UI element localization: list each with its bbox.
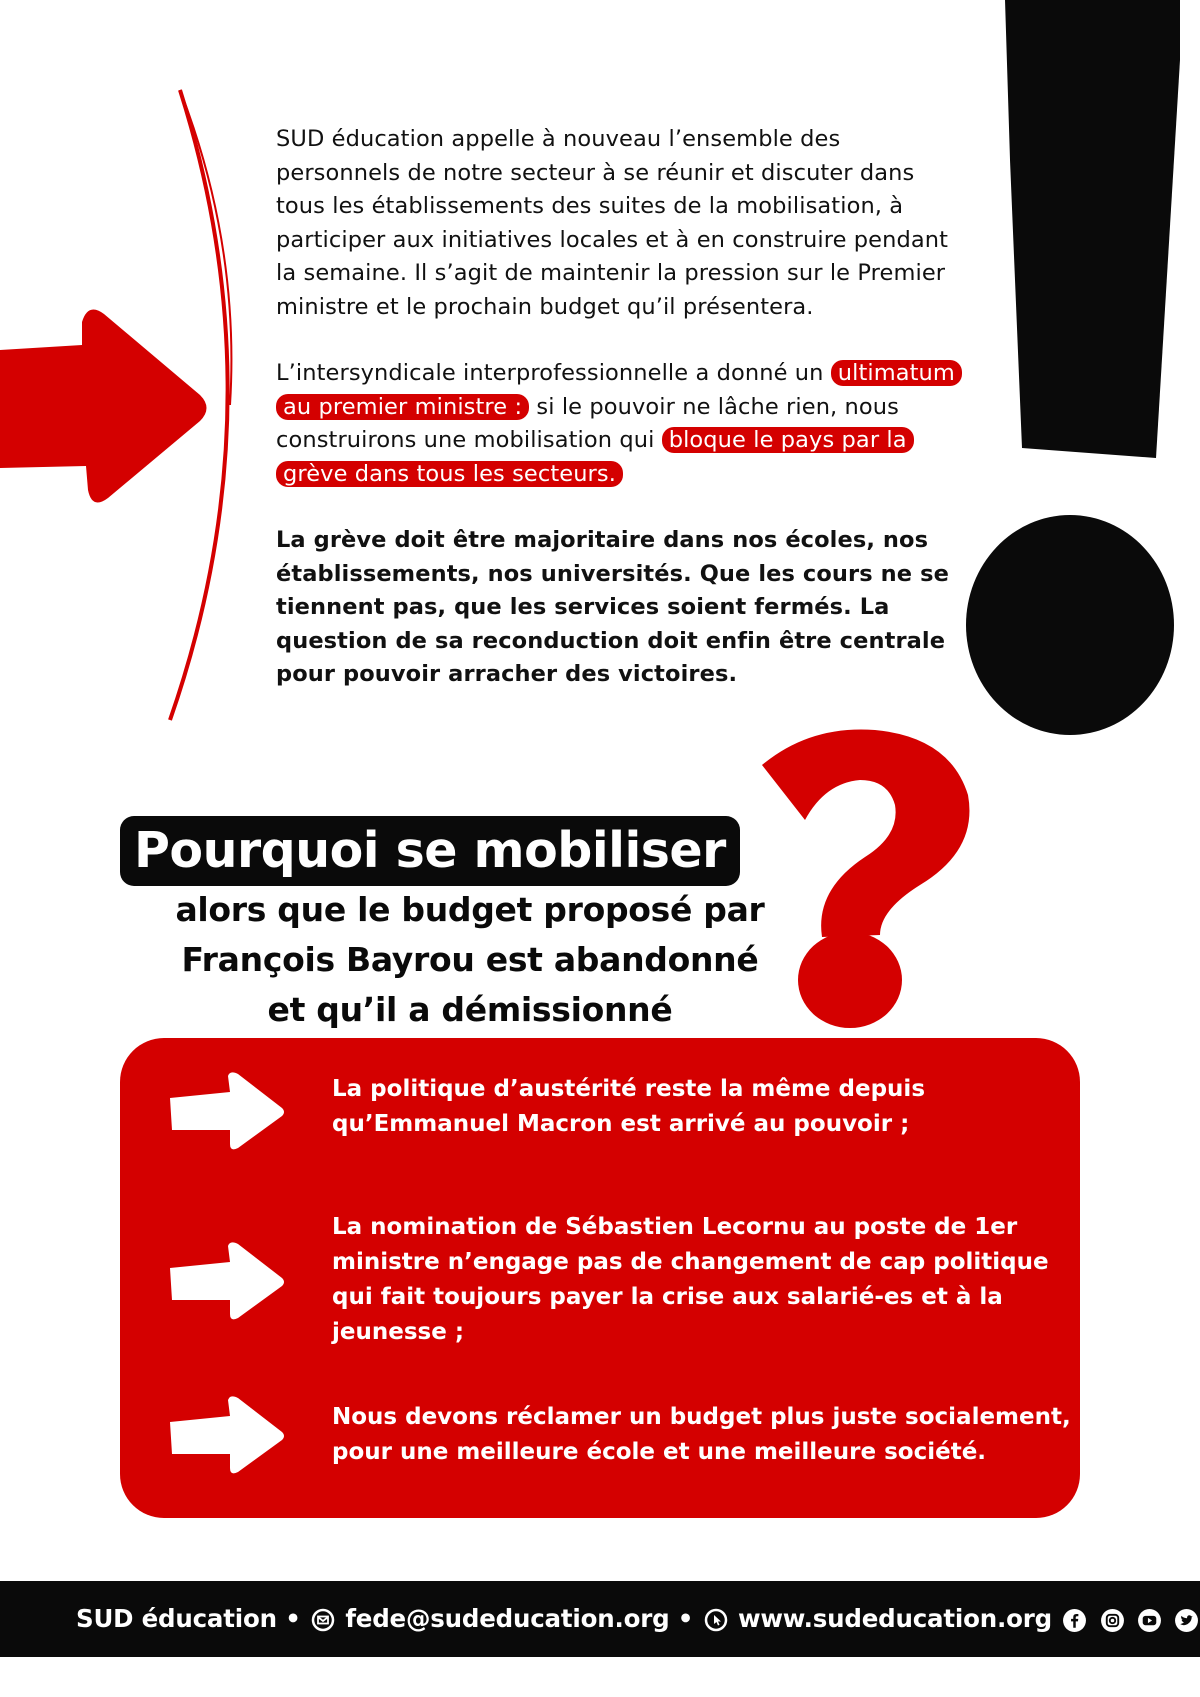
- intro-text: [276, 123, 956, 725]
- exclamation-mark-icon: [960, 0, 1180, 740]
- white-arrow-icon: [168, 1394, 286, 1476]
- footer-content: [76, 1581, 1200, 1657]
- reasons-box: [120, 1038, 1080, 1518]
- cursor-click-icon: [704, 1608, 728, 1632]
- intro-paragraph-2: [276, 357, 956, 491]
- white-arrow-icon: [168, 1240, 286, 1322]
- highlight-bloque: bloque le pays par la grève dans tous les secteurs.: [276, 427, 914, 487]
- heading-title-box: [120, 816, 740, 886]
- curved-divider-line: [160, 85, 250, 725]
- heading-title: Pourquoi se mobiliser: [134, 822, 726, 879]
- reason-item-3: Nous devons réclamer un budget plus juste socialement, pour une meilleure école et une meilleure société.: [332, 1404, 1071, 1465]
- intro-text-segment: L’intersyndicale interprofessionnelle a donné un: [276, 360, 831, 386]
- subtitle-line-3: et qu’il a démissionné: [267, 990, 673, 1029]
- youtube-icon[interactable]: [1137, 1608, 1162, 1633]
- reason-item-2: La nomination de Sébastien Lecornu au poste de 1er ministre n’engage pas de changement de cap politique qui fait toujours payer la crise aux salarié-es et à la jeunesse ;: [332, 1214, 1049, 1345]
- footer-separator: •: [677, 1604, 694, 1633]
- footer-website-link[interactable]: www.sudeducation.org: [737, 1604, 1052, 1633]
- intro-paragraph-1: SUD éducation appelle à nouveau l’ensemble des personnels de notre secteur à se réunir et discuter dans tous les établissements des suites de la mobilisation, à participer aux initiatives locales et à en construire pendant la semaine. Il s’agit de maintenir la pression sur le Premier ministre et le prochain budget qu’il présentera.: [276, 126, 949, 320]
- footer-separator: •: [285, 1604, 301, 1633]
- subtitle-line-1: alors que le budget proposé par: [175, 890, 765, 929]
- subtitle-line-2: François Bayrou est abandonné: [181, 940, 759, 979]
- heading-subtitle: [130, 885, 810, 1035]
- highlight-ultimatum: ultimatum au premier ministre :: [276, 360, 962, 420]
- footer-bar: [0, 1581, 1200, 1657]
- email-icon: [311, 1608, 335, 1632]
- intro-paragraph-3: La grève doit être majoritaire dans nos écoles, nos établissements, nos universités. Que les cours ne se tiennent pas, que les services soient fermés. La question de sa reconduction doit enfin être centrale pour pouvoir arracher des victoires.: [276, 527, 949, 687]
- intro-text-segment: si le pouvoir ne lâche rien, nous construirons une mobilisation qui: [276, 393, 899, 453]
- facebook-icon[interactable]: [1062, 1608, 1087, 1633]
- twitter-icon[interactable]: [1174, 1608, 1199, 1633]
- white-arrow-icon: [168, 1070, 286, 1152]
- reason-item-1: La politique d’austérité reste la même depuis qu’Emmanuel Macron est arrivé au pouvoir ;: [332, 1076, 926, 1137]
- footer-email-link[interactable]: fede@sudeducation.org: [345, 1604, 670, 1633]
- instagram-icon[interactable]: [1100, 1608, 1125, 1633]
- footer-org: SUD éducation: [76, 1604, 277, 1633]
